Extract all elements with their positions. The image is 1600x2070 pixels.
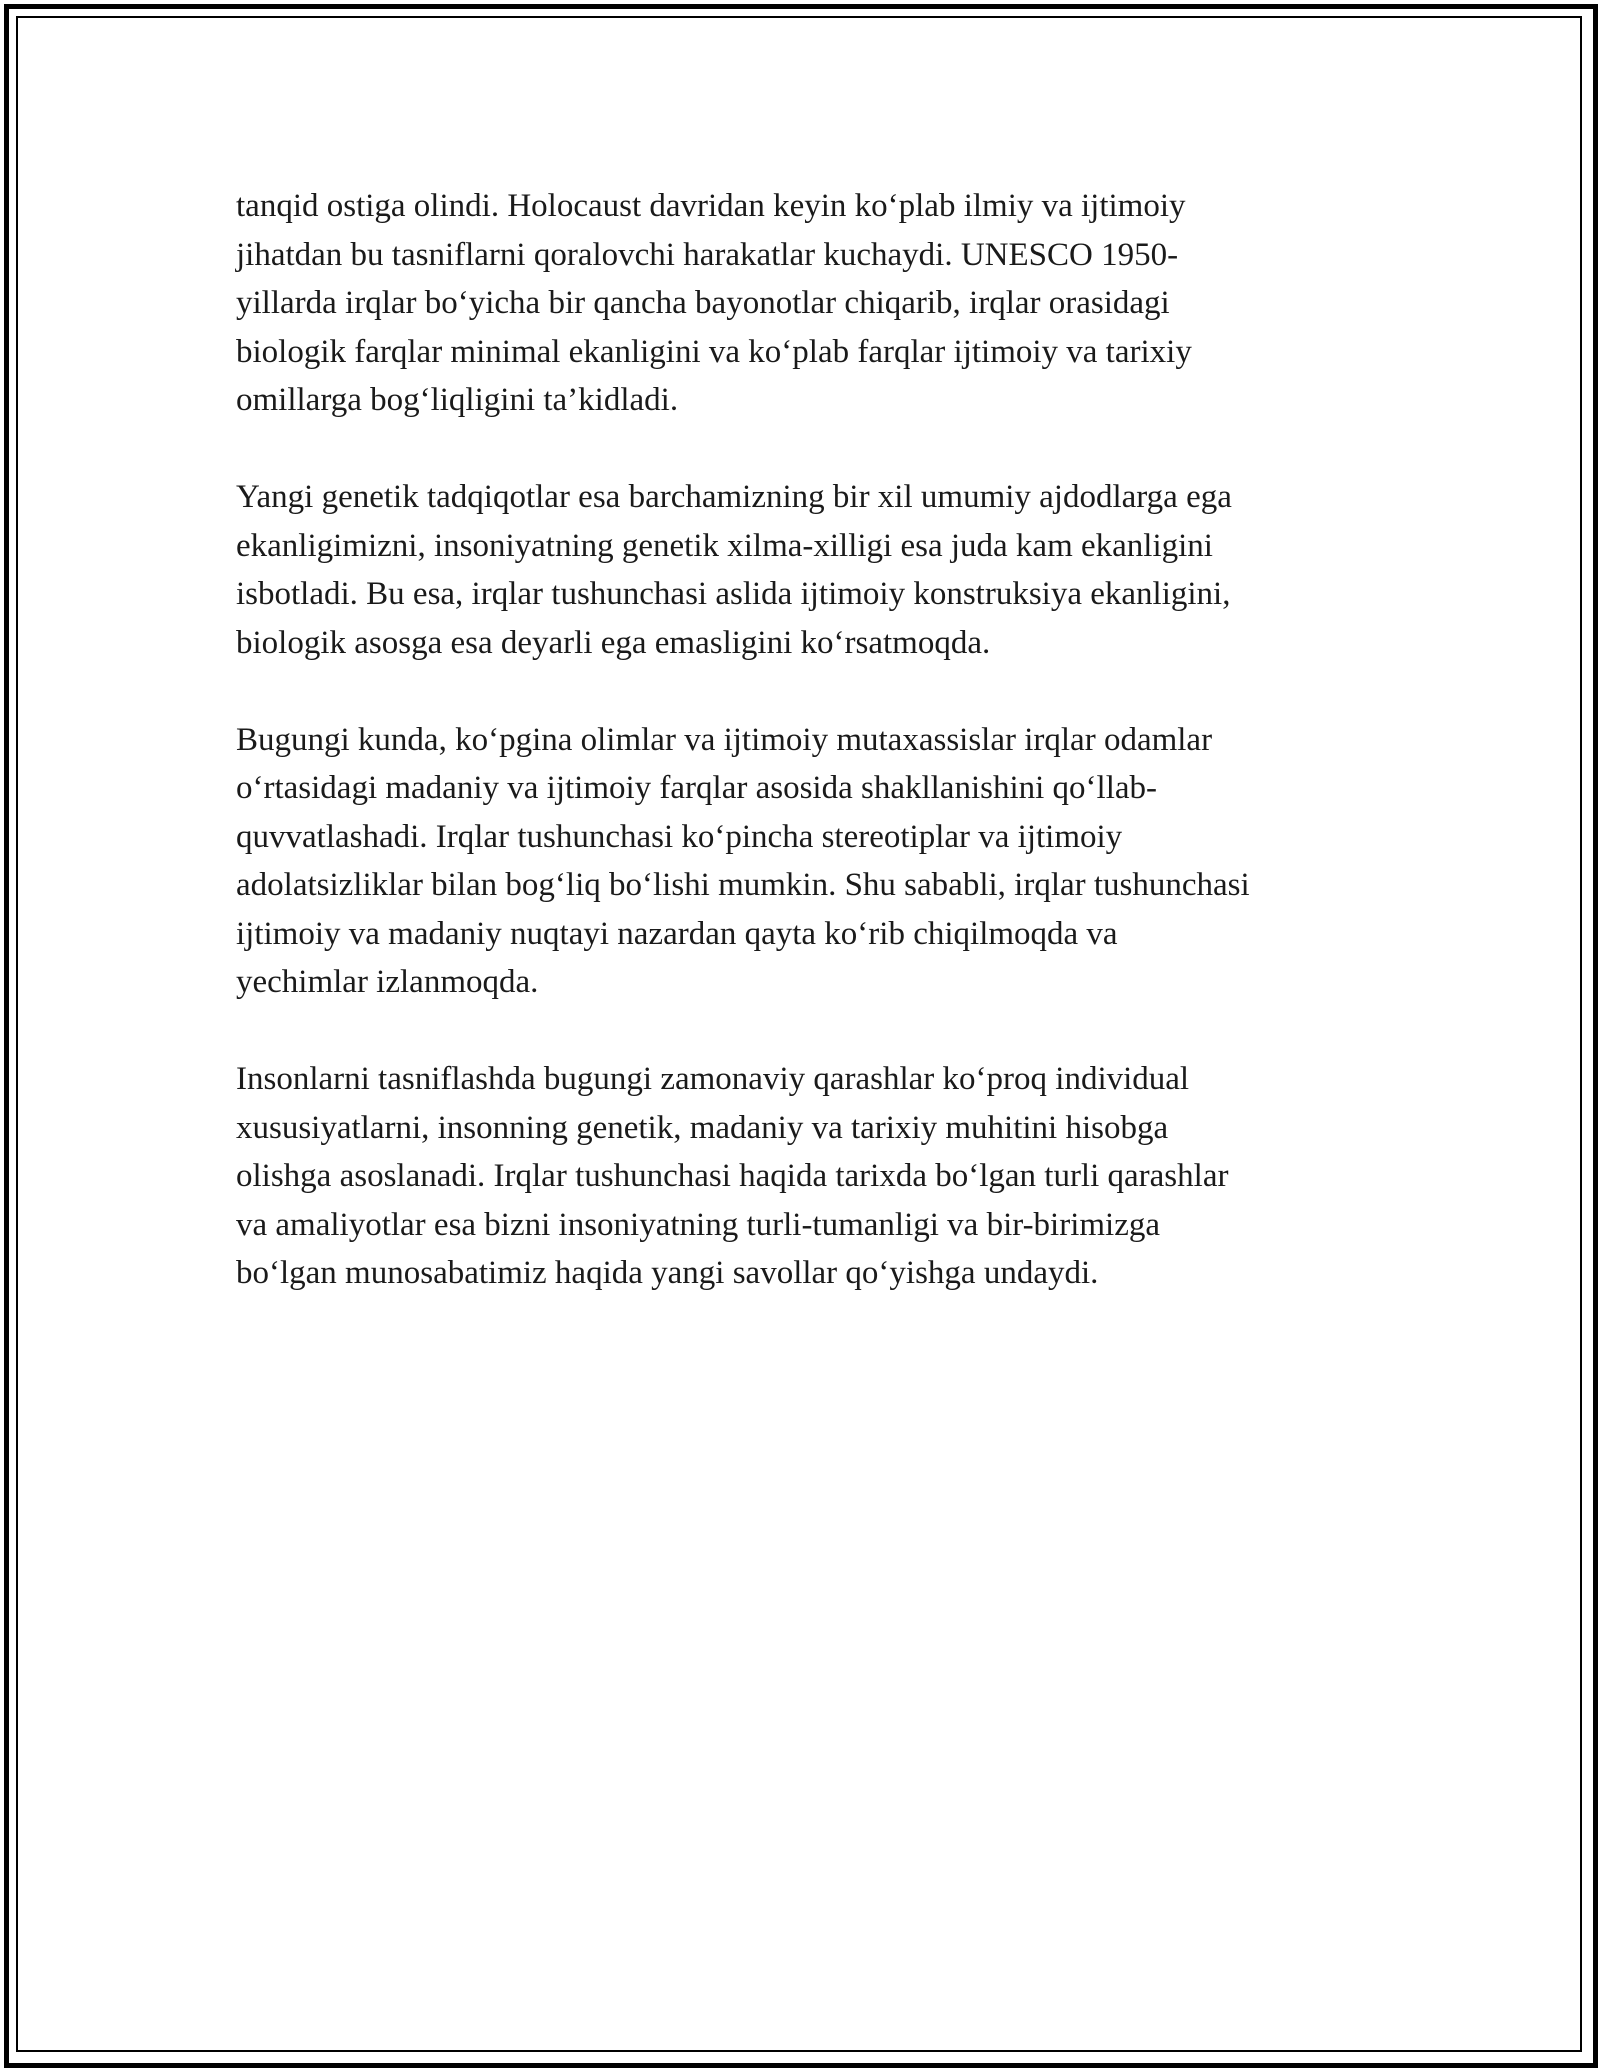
paragraph-4: Insonlarni tasniflashda bugungi zamonaviy qarashlar ko‘proq individual xususiyatlarni, insonning genetik, madaniy va tarixiy muhitini hisobga olishga asoslanadi. Irqlar tushunchasi haqida tarixda bo‘lgan turli qarashlar va amaliyotlar esa bizni insoniyatning turli-tumanligi va bir-birimizga bo‘lgan munosabatimiz haqida yangi savollar qo‘yishga undaydi.	[236, 1061, 1229, 1291]
paragraph-2: Yangi genetik tadqiqotlar esa barchamizning bir xil umumiy ajdodlarga ega ekanligimizni, insoniyatning genetik xilma-xilligi esa juda kam ekanligini isbotladi. Bu esa, irqlar tushunchasi aslida ijtimoiy konstruksiya ekanligini, biologik asosga esa deyarli ega emasligini ko‘rsatmoqda.	[236, 479, 1232, 661]
paragraph-3: Bugungi kunda, ko‘pgina olimlar va ijtimoiy mutaxassislar irqlar odamlar o‘rtasidagi madaniy va ijtimoiy farqlar asosida shakllanishini qo‘llab- quvvatlashadi. Irqlar tushunchasi ko‘pincha stereotiplar va ijtimoiy adolatsizliklar bilan bog‘liq bo‘lishi mumkin. Shu sababli, irqlar tushunchasi ijtimoiy va madaniy nuqtayi nazardan qayta ko‘rib chiqilmoqda va yechimlar izlanmoqda.	[236, 721, 1250, 1000]
document-body	[236, 182, 1374, 1346]
paragraph-1: tanqid ostiga olindi. Holocaust davridan keyin ko‘plab ilmiy va ijtimoiy jihatdan bu tasniflarni qoralovchi harakatlar kuchaydi. UNESCO 1950- yillarda irqlar bo‘yicha bir qancha bayonotlar chiqarib, irqlar orasidagi biologik farqlar minimal ekanligini va ko‘plab farqlar ijtimoiy va tarixiy omillarga bog‘liqligini ta’kidladi.	[236, 188, 1192, 418]
